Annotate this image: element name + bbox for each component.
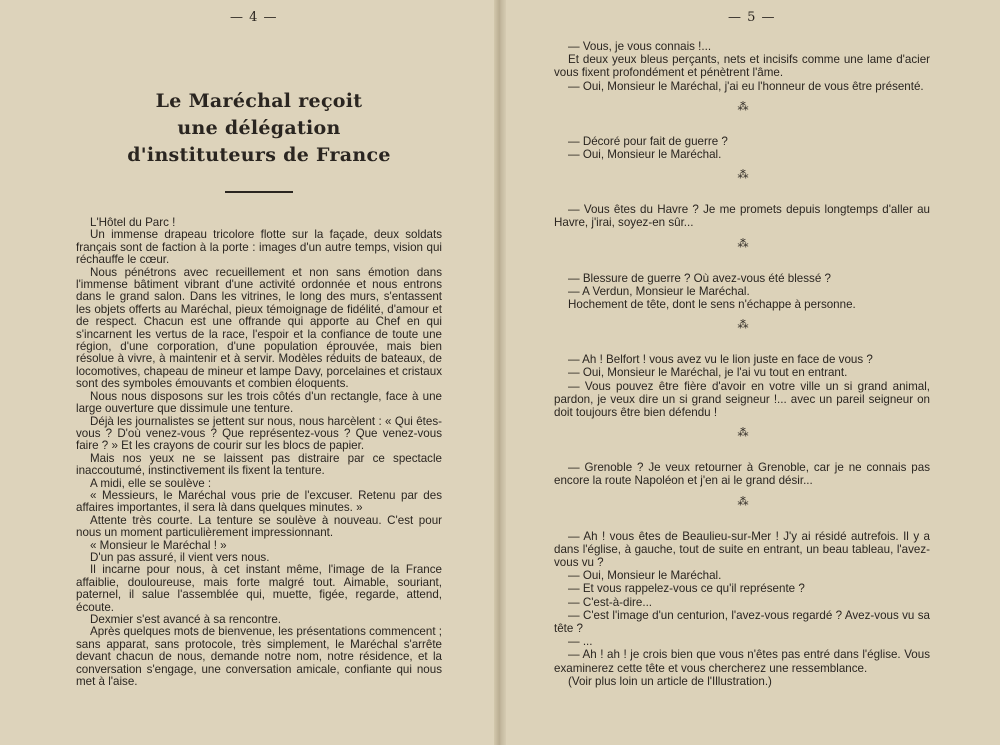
section-separator: ⁂ (737, 318, 747, 332)
dialogue-line: Et deux yeux bleus perçants, nets et incisifs comme une lame d'acier vous fixent profondément et pénètrent l'âme. (554, 53, 930, 80)
page-number-right: — 5 — (728, 10, 776, 25)
title-rule (225, 191, 293, 193)
book-gutter (494, 0, 506, 745)
paragraph: Un immense drapeau tricolore flotte sur la façade, deux soldats français sont de faction à la porte : images d'un autre temps, vision qui réchauffe le cœur. (76, 228, 442, 267)
section-separator: ⁂ (737, 168, 747, 182)
paragraph: « Messieurs, le Maréchal vous prie de l'excuser. Retenu par des affaires importantes, il sera là dans quelques minutes. » (76, 488, 442, 515)
dialogue-line: — Oui, Monsieur le Maréchal, j'ai eu l'honneur de vous être présenté. (568, 79, 924, 93)
right-body-text (554, 40, 930, 688)
article-title (76, 88, 442, 169)
paragraph: Il incarne pour nous, à cet instant même, l'image de la France affaiblie, douloureuse, mais forte malgré tout. Aimable, souriant, paternel, il salue l'assemblée qui, muette, figée, regarde, attend, écoute. (76, 563, 442, 614)
paragraph: A midi, elle se soulève : (90, 476, 212, 490)
section-separator: ⁂ (737, 426, 747, 440)
dialogue-line: — Oui, Monsieur le Maréchal. (568, 569, 722, 583)
dialogue-line: — Ah ! vous êtes de Beaulieu-sur-Mer ! J'y ai résidé autrefois. Il y a dans l'église, à gauche, tout de suite en entrant, un beau tableau, l'avez-vous vu ? (554, 529, 930, 570)
title-line: d'instituteurs de France (127, 144, 391, 166)
dialogue-line: — Ah ! Belfort ! vous avez vu le lion juste en face de vous ? (568, 353, 873, 367)
dialogue-line: — Vous êtes du Havre ? Je me promets depuis longtemps d'aller au Havre, j'irai, soyez-en sûr... (554, 203, 930, 230)
paragraph: Après quelques mots de bienvenue, les présentations commencent ; sans apparat, sans protocole, très simplement, le Maréchal s'arrête devant chacun de nous, demande notre nom, notre résidence, et la conversation s'engage, une conversation amicale, confiante qui nous met à l'aise. (76, 625, 442, 689)
paragraph: L'Hôtel du Parc ! (90, 216, 176, 229)
title-line: Le Maréchal reçoit (155, 90, 363, 112)
paragraph: D'un pas assuré, il vient vers nous. (90, 550, 270, 564)
title-line: une délégation (177, 117, 341, 139)
section-separator: ⁂ (737, 494, 747, 508)
paragraph: « Monsieur le Maréchal ! » (90, 538, 227, 552)
dialogue-line: — C'est-à-dire... (568, 595, 653, 609)
dialogue-line: — Blessure de guerre ? Où avez-vous été blessé ? (568, 271, 831, 285)
dialogue-line: — Et vous rappelez-vous ce qu'il représente ? (568, 582, 805, 596)
paragraph: Nous pénétrons avec recueillement et non sans émotion dans l'immense bâtiment vibrant d'une activité ordonnée et nous entrons dans le grand salon. Dans les vitrines, le long des murs, s'entassent les objets offerts au Maréchal, pieux témoignage de fidélité, d'amour et de respect. Chacun est une offrande qui apporte au Chef en qui s'incarnent les vertus de la race, l'espoir et la confiance de toute une région, d'une corporation, d'une population éprouvée, mais bien résolue à vivre, à maintenir et à servir. Modèles réduits de bateaux, de locomotives, chapeau de mineur et lampe Davy, porcelaines et cristaux sont des symboles émouvants et combien éloquents. (76, 265, 442, 391)
dialogue-line: — Vous pouvez être fière d'avoir en votre ville un si grand animal, pardon, je veux dire un si grand seigneur !... avec un pareil seigneur on doit toujours être bien défendu ! (554, 379, 930, 420)
dialogue-line: — ... (568, 635, 593, 649)
page-number-left: — 4 — (230, 10, 278, 25)
right-page (500, 0, 1000, 745)
dialogue-line: — Oui, Monsieur le Maréchal, je l'ai vu tout en entrant. (568, 366, 848, 380)
section-separator: ⁂ (737, 99, 747, 113)
dialogue-line: — C'est l'image d'un centurion, l'avez-vous regardé ? Avez-vous vu sa tête ? (554, 608, 930, 636)
paragraph: Attente très courte. La tenture se soulève à nouveau. C'est pour nous un moment particulièrement impressionnant. (76, 513, 442, 540)
dialogue-line: — Décoré pour fait de guerre ? (568, 134, 728, 148)
dialogue-line: — Ah ! ah ! je crois bien que vous n'êtes pas entré dans l'église. Vous examinerez cette tête et vous chercherez une ressemblance. (554, 648, 930, 675)
dialogue-line: — Oui, Monsieur le Maréchal. (568, 148, 722, 162)
dialogue-line: Hochement de tête, dont le sens n'échappe à personne. (568, 298, 856, 312)
dialogue-line: (Voir plus loin un article de l'Illustration.) (568, 674, 772, 688)
dialogue-line: — Vous, je vous connais !... (568, 40, 712, 53)
section-separator: ⁂ (737, 236, 747, 250)
paragraph: Mais nos yeux ne se laissent pas distraire par ce spectacle inaccoutumé, instinctivement ils fixent la tenture. (76, 451, 442, 478)
dialogue-line: — Grenoble ? Je veux retourner à Grenoble, car je ne connais pas encore la route Napoléon et j'en ai le grand désir... (554, 461, 930, 488)
paragraph: Dexmier s'est avancé à sa rencontre. (90, 613, 282, 626)
left-body-text (76, 217, 442, 688)
dialogue-line: — A Verdun, Monsieur le Maréchal. (568, 284, 750, 298)
paragraph: Nous nous disposons sur les trois côtés d'un rectangle, face à une large ouverture que dissimule une tenture. (76, 389, 442, 416)
paragraph: Déjà les journalistes se jettent sur nous, nous harcèlent : « Qui êtes-vous ? D'où venez-vous ? Que représentez-vous ? Que venez-vous faire ? » Et les crayons de courir sur les blocs de papier. (76, 414, 442, 453)
